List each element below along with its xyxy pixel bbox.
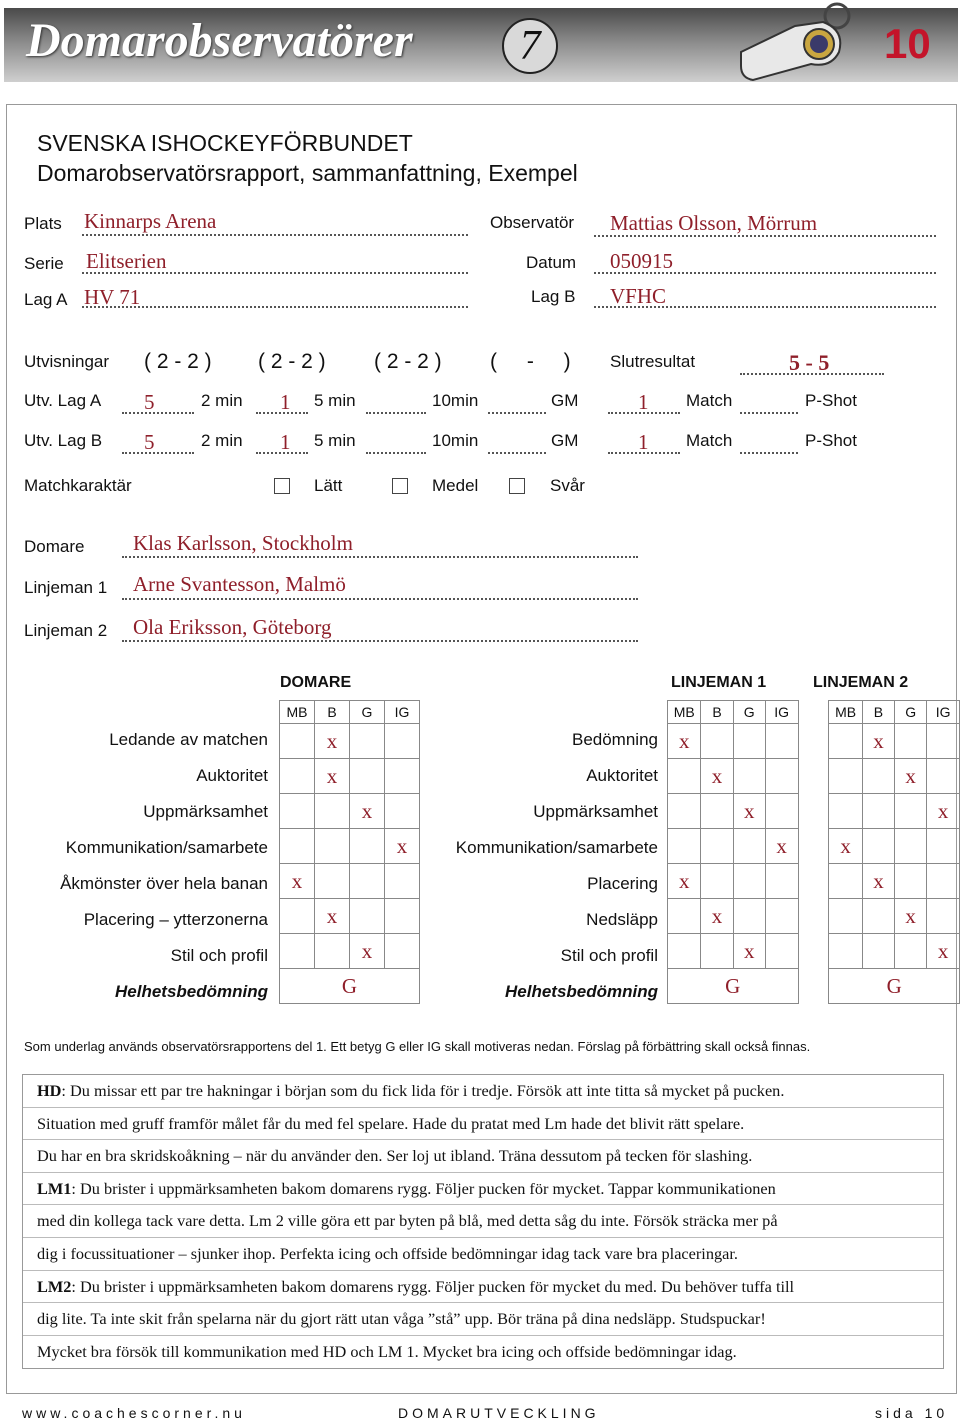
domare-grade-row (280, 724, 420, 759)
lm2-grade-cell[interactable] (927, 899, 960, 934)
period-3: ( 2 - 2 ) (374, 350, 442, 373)
utv-laga-match: 1 (638, 390, 649, 414)
lm1-value: Arne Svantesson, Malmö (133, 572, 346, 596)
period-2: ( 2 - 2 ) (258, 350, 326, 373)
grid-gap (798, 899, 829, 934)
domare-overall-grade[interactable]: G (280, 969, 420, 1004)
period-4: ( - ) (490, 350, 571, 373)
lagb-label: Lag B (531, 287, 576, 306)
comment-line (23, 1271, 943, 1304)
domare-grade-row (280, 794, 420, 829)
utv-lagb-10min-line (366, 452, 426, 454)
utv-laga-2min: 5 (144, 390, 155, 414)
medel-label: Medel (432, 476, 479, 495)
lm2-grade-cell[interactable] (829, 759, 862, 794)
comment-text: Du har en bra skridskoåkning – när du använder den. Ser loj ut ibland. Träna dessutom på tecken för slashing. (37, 1146, 753, 1166)
lm2-col-mb: MB (829, 701, 862, 724)
lm2-grade-cell[interactable] (895, 794, 927, 829)
lm1-grade-cell[interactable] (765, 759, 798, 794)
lm2-grade-cell[interactable]: x (829, 829, 862, 864)
utv-lagb-match: 1 (638, 430, 649, 454)
serie-value: Elitserien (86, 249, 167, 273)
col-10min-a: 10min (432, 391, 479, 410)
utv-laga-5min-line (256, 412, 308, 414)
comment-line (23, 1336, 943, 1369)
lm1-grade-cell[interactable]: x (668, 724, 701, 759)
utv-laga-label: Utv. Lag A (24, 391, 102, 410)
comment-line (23, 1173, 943, 1206)
linjeman-grade-row (668, 934, 960, 969)
domare-grade-title: DOMARE (280, 674, 352, 691)
lm1-grade-cell[interactable] (733, 864, 765, 899)
utv-laga-5min: 1 (280, 390, 291, 414)
domare-grade-row (280, 899, 420, 934)
comment-line (23, 1075, 943, 1108)
grid-gap (798, 724, 829, 759)
lm1-col-mb: MB (668, 701, 701, 724)
utv-laga-gm-line (488, 412, 546, 414)
linjeman-row-label: Bedömning (571, 730, 658, 749)
svar-label: Svår (550, 476, 585, 495)
linjeman-grade-row (668, 864, 960, 899)
col-pshot-a: P-Shot (805, 391, 857, 410)
lm2-grade-title: LINJEMAN 2 (813, 674, 909, 691)
lm2-grade-cell[interactable] (829, 934, 862, 969)
utv-laga-10min-line (366, 412, 426, 414)
grade-cell[interactable]: x (385, 829, 420, 864)
col-gm-b: GM (551, 431, 579, 450)
lm2-line (122, 640, 638, 642)
lm2-overall-grade[interactable]: G (829, 969, 960, 1004)
grade-cell[interactable] (385, 724, 420, 759)
col-match-a: Match (686, 391, 733, 410)
period-1: ( 2 - 2 ) (144, 350, 212, 373)
datum-line (594, 272, 936, 274)
grade-cell[interactable] (280, 899, 315, 934)
plats-line (82, 234, 468, 236)
domare-overall-row (280, 969, 420, 1004)
grid-gap (798, 969, 829, 1004)
utv-laga-match-line (608, 412, 680, 414)
laga-value: HV 71 (84, 285, 141, 309)
lm1-grade-cell[interactable] (765, 934, 798, 969)
linjeman-grade-row (668, 829, 960, 864)
lm2-grade-cell[interactable]: x (927, 794, 960, 829)
comment-text: med din kollega tack vare detta. Lm 2 ville göra ett par byten på blå, med detta såg du inte. Försök sträcka mer på (37, 1211, 778, 1231)
lm1-grade-title: LINJEMAN 1 (671, 674, 767, 691)
linjeman-row-label: Stil och profil (560, 946, 658, 965)
comment-text: Situation med gruff framför målet får du med fel spelare. Hade du pratat med Lm hade det blivit rätt spelare. (37, 1113, 745, 1133)
domare-grade-row (280, 829, 420, 864)
domare-row-label: Stil och profil (170, 946, 268, 965)
comment-line (23, 1108, 943, 1141)
linjeman-row-label: Kommunikation/samarbete (455, 838, 658, 857)
page-number: 10 (884, 20, 931, 67)
grade-cell[interactable] (315, 864, 350, 899)
domare-row-label: Placering – ytterzonerna (83, 910, 268, 929)
grade-cell[interactable] (280, 724, 315, 759)
lm1-grade-cell[interactable] (668, 934, 701, 969)
lm1-grade-cell[interactable]: x (701, 759, 733, 794)
lagb-line (594, 306, 936, 308)
grade-cell[interactable] (385, 864, 420, 899)
footer-page: sida 10 (875, 1405, 949, 1421)
grade-cell[interactable]: x (315, 899, 350, 934)
grade-cell[interactable] (280, 934, 315, 969)
svar-checkbox[interactable] (509, 478, 525, 494)
domare-row-label: Ledande av matchen (109, 730, 268, 749)
comment-prefix: LM1 (37, 1178, 72, 1198)
lm1-line (122, 598, 638, 600)
lm2-value: Ola Eriksson, Göteborg (133, 615, 332, 639)
grade-cell[interactable] (350, 724, 385, 759)
lm1-col-b: B (701, 701, 733, 724)
chapter-badge (502, 18, 558, 74)
header-title: Domarobservatörer (26, 14, 413, 67)
lm1-grade-cell[interactable] (765, 724, 798, 759)
lm2-grade-cell[interactable] (927, 724, 960, 759)
linjeman-grade-row (668, 759, 960, 794)
grade-cell[interactable]: x (350, 794, 385, 829)
lm2-grade-cell[interactable] (829, 724, 862, 759)
grade-cell[interactable] (350, 864, 385, 899)
utv-lagb-pshot-line (740, 452, 798, 454)
chapter-number: 7 (519, 23, 541, 69)
lm2-grade-cell[interactable]: x (895, 759, 927, 794)
lm1-overall-grade[interactable]: G (668, 969, 799, 1004)
lm1-grade-cell[interactable] (765, 864, 798, 899)
lm2-grade-cell[interactable] (862, 899, 894, 934)
comment-line (23, 1205, 943, 1238)
utv-lagb-match-line (608, 452, 680, 454)
grid-gap (798, 701, 829, 724)
domare-row-label: Kommunikation/samarbete (65, 838, 268, 857)
laga-line (82, 306, 468, 308)
lm1-grade-cell[interactable] (668, 829, 701, 864)
linjeman-overall-label: Helhetsbedömning (504, 982, 658, 1001)
lm1-grade-cell[interactable] (733, 899, 765, 934)
lm1-grade-cell[interactable] (701, 864, 733, 899)
grade-cell[interactable] (350, 829, 385, 864)
comment-line (23, 1303, 943, 1336)
observator-line (594, 235, 936, 237)
grade-cell[interactable] (315, 829, 350, 864)
grade-cell[interactable]: x (315, 759, 350, 794)
lm2-grade-cell[interactable] (829, 899, 862, 934)
lm2-grade-cell[interactable] (862, 829, 894, 864)
col-pshot-b: P-Shot (805, 431, 857, 450)
grid-gap (798, 864, 829, 899)
grid-gap (798, 829, 829, 864)
linjeman-row-label: Nedsläpp (586, 910, 658, 929)
lm1-grade-cell[interactable] (765, 899, 798, 934)
plats-value: Kinnarps Arena (84, 209, 217, 233)
lm1-grade-cell[interactable] (733, 829, 765, 864)
lm1-grade-cell[interactable] (701, 829, 733, 864)
domare-grade-row (280, 934, 420, 969)
comment-text: Mycket bra försök till kommunikation med HD och LM 1. Mycket bra icing och offside bedömningar idag. (37, 1341, 737, 1361)
serie-line (82, 272, 468, 274)
lm2-grade-cell[interactable] (927, 759, 960, 794)
grade-cell[interactable] (315, 794, 350, 829)
slutresultat-line (740, 373, 884, 375)
lm1-grade-cell[interactable] (733, 724, 765, 759)
domare-row-label: Uppmärksamhet (143, 802, 268, 821)
grade-cell[interactable]: x (280, 864, 315, 899)
lm1-grade-cell[interactable] (668, 899, 701, 934)
lm2-grade-cell[interactable] (895, 829, 927, 864)
slutresultat-label: Slutresultat (610, 352, 696, 371)
grade-cell[interactable]: x (350, 934, 385, 969)
instruction-note: Som underlag används observatörsrapportens del 1. Ett betyg G eller IG skall motiveras nedan. Förslag på förbättring skall också finnas. (24, 1039, 811, 1054)
lm2-grade-cell[interactable] (862, 794, 894, 829)
col-ig: IG (385, 701, 420, 724)
doc-subtitle: Domarobservatörsrapport, sammanfattning, Exempel (37, 160, 578, 186)
comment-text: dig i focussituationer – sjunker ihop. Perfekta icing och offside bedömningar idag tack vare bra placeringar. (37, 1243, 738, 1263)
domare-line (122, 556, 638, 558)
col-match-b: Match (686, 431, 733, 450)
comment-line (23, 1140, 943, 1173)
lm1-label: Linjeman 1 (24, 578, 108, 597)
col-mb: MB (280, 701, 315, 724)
linjeman-row-label: Auktoritet (586, 766, 658, 785)
footer-section: DOMARUTVECKLING (398, 1405, 600, 1421)
lm2-col-g: G (895, 701, 927, 724)
domare-grade-row (280, 864, 420, 899)
latt-checkbox[interactable] (274, 478, 290, 494)
linjeman-row-label: Uppmärksamhet (533, 802, 658, 821)
lm1-grade-cell[interactable]: x (733, 794, 765, 829)
comment-prefix: HD (37, 1081, 62, 1100)
grade-cell[interactable] (280, 829, 315, 864)
domare-value: Klas Karlsson, Stockholm (133, 531, 353, 555)
col-g: G (350, 701, 385, 724)
grade-cell[interactable] (385, 899, 420, 934)
utv-laga-2min-line (122, 412, 194, 414)
domare-grade-row (280, 759, 420, 794)
comment-text: : Du brister i uppmärksamheten bakom domarens rygg. Följer pucken för mycket du med. Du behöver tuffa till (71, 1276, 795, 1296)
utv-lagb-5min-line (256, 452, 308, 454)
col-2min-a: 2 min (201, 391, 243, 410)
lm1-grade-cell[interactable]: x (701, 899, 733, 934)
grid-gap (798, 759, 829, 794)
domare-label: Domare (24, 537, 85, 556)
grade-cell[interactable] (385, 794, 420, 829)
lm1-grade-cell[interactable]: x (733, 934, 765, 969)
comment-text: : Du missar ett par tre hakningar i början som du fick lida för i tredje. Försök att inte titta så mycket på pucken. (61, 1081, 785, 1100)
col-5min-b: 5 min (314, 431, 356, 450)
lm1-grade-cell[interactable] (668, 759, 701, 794)
linjeman-grade-row (668, 724, 960, 759)
grade-cell[interactable] (280, 759, 315, 794)
comment-text: dig lite. Ta inte skit från spelarna när du gjort rätt utan våga ”stå” upp. Bör träna på dina nedsläpp. Studspuckar! (37, 1309, 766, 1329)
linjeman-grade-table (667, 700, 960, 1004)
lm1-grade-cell[interactable] (701, 794, 733, 829)
lm2-grade-cell[interactable] (862, 759, 894, 794)
comment-prefix: LM2 (37, 1276, 72, 1296)
linjeman-overall-row (668, 969, 960, 1004)
col-5min-a: 5 min (314, 391, 356, 410)
lm2-label: Linjeman 2 (24, 621, 108, 640)
matchkaraktar-label: Matchkaraktär (24, 476, 132, 495)
linjeman-grade-row (668, 899, 960, 934)
lagb-value: VFHC (610, 284, 667, 308)
linjeman-grade-row (668, 794, 960, 829)
grade-cell[interactable] (350, 899, 385, 934)
org-title: SVENSKA ISHOCKEYFÖRBUNDET (37, 130, 413, 156)
plats-label: Plats (24, 214, 62, 233)
lm2-grade-cell[interactable]: x (927, 934, 960, 969)
lm1-grade-cell[interactable] (765, 794, 798, 829)
domare-row-label: Auktoritet (196, 766, 268, 785)
grid-gap (798, 794, 829, 829)
col-gm-a: GM (551, 391, 579, 410)
latt-label: Lätt (314, 476, 343, 495)
lm1-grade-cell[interactable] (701, 934, 733, 969)
grid-gap (798, 934, 829, 969)
domare-row-label: Åkmönster över hela banan (60, 874, 268, 893)
grade-cell[interactable] (280, 794, 315, 829)
lm2-grade-cell[interactable] (829, 794, 862, 829)
lm1-grade-cell[interactable] (733, 759, 765, 794)
observator-value: Mattias Olsson, Mörrum (610, 211, 818, 235)
grade-cell[interactable] (385, 934, 420, 969)
linjeman-row-label: Placering (587, 874, 658, 893)
grade-cell[interactable] (315, 934, 350, 969)
datum-label: Datum (526, 253, 577, 272)
lm2-grade-cell[interactable]: x (862, 724, 894, 759)
slutresultat-value: 5 - 5 (789, 350, 830, 375)
footer-website: www.coachescorner.nu (22, 1405, 246, 1421)
lm2-grade-cell[interactable] (895, 934, 927, 969)
lm1-grade-cell[interactable] (668, 794, 701, 829)
col-10min-b: 10min (432, 431, 479, 450)
lm2-col-ig: IG (927, 701, 960, 724)
lm1-grade-cell[interactable]: x (668, 864, 701, 899)
grade-cell[interactable] (385, 759, 420, 794)
observator-label: Observatör (490, 213, 575, 232)
lm2-grade-cell[interactable]: x (862, 864, 894, 899)
utv-lagb-5min: 1 (280, 430, 291, 454)
lm2-col-b: B (862, 701, 894, 724)
lm2-grade-cell[interactable] (895, 724, 927, 759)
serie-label: Serie (24, 254, 64, 273)
lm2-grade-cell[interactable]: x (895, 899, 927, 934)
comment-line (23, 1238, 943, 1271)
lm1-col-g: G (733, 701, 765, 724)
lm2-grade-cell[interactable] (829, 864, 862, 899)
medel-checkbox[interactable] (392, 478, 408, 494)
laga-label: Lag A (24, 290, 68, 309)
comment-text: : Du brister i uppmärksamheten bakom domarens rygg. Följer pucken för mycket. Tappar kommunikationen (71, 1178, 776, 1198)
comments-box (22, 1074, 944, 1369)
utv-lagb-2min-line (122, 452, 194, 454)
col-2min-b: 2 min (201, 431, 243, 450)
datum-value: 050915 (610, 249, 673, 273)
utv-laga-pshot-line (740, 412, 798, 414)
col-b: B (315, 701, 350, 724)
lm1-grade-cell[interactable]: x (765, 829, 798, 864)
lm2-grade-cell[interactable] (927, 864, 960, 899)
grade-cell[interactable]: x (315, 724, 350, 759)
utvisningar-label: Utvisningar (24, 352, 110, 371)
lm2-grade-cell[interactable] (927, 829, 960, 864)
lm1-col-ig: IG (765, 701, 798, 724)
utv-lagb-label: Utv. Lag B (24, 431, 103, 450)
domare-grade-table (279, 700, 420, 1004)
domare-overall-label: Helhetsbedömning (114, 982, 268, 1001)
lm1-grade-cell[interactable] (701, 724, 733, 759)
grade-cell[interactable] (350, 759, 385, 794)
whistle-icon (735, 0, 855, 88)
utv-lagb-gm-line (488, 452, 546, 454)
lm2-grade-cell[interactable] (862, 934, 894, 969)
utv-lagb-2min: 5 (144, 430, 155, 454)
lm2-grade-cell[interactable] (895, 864, 927, 899)
